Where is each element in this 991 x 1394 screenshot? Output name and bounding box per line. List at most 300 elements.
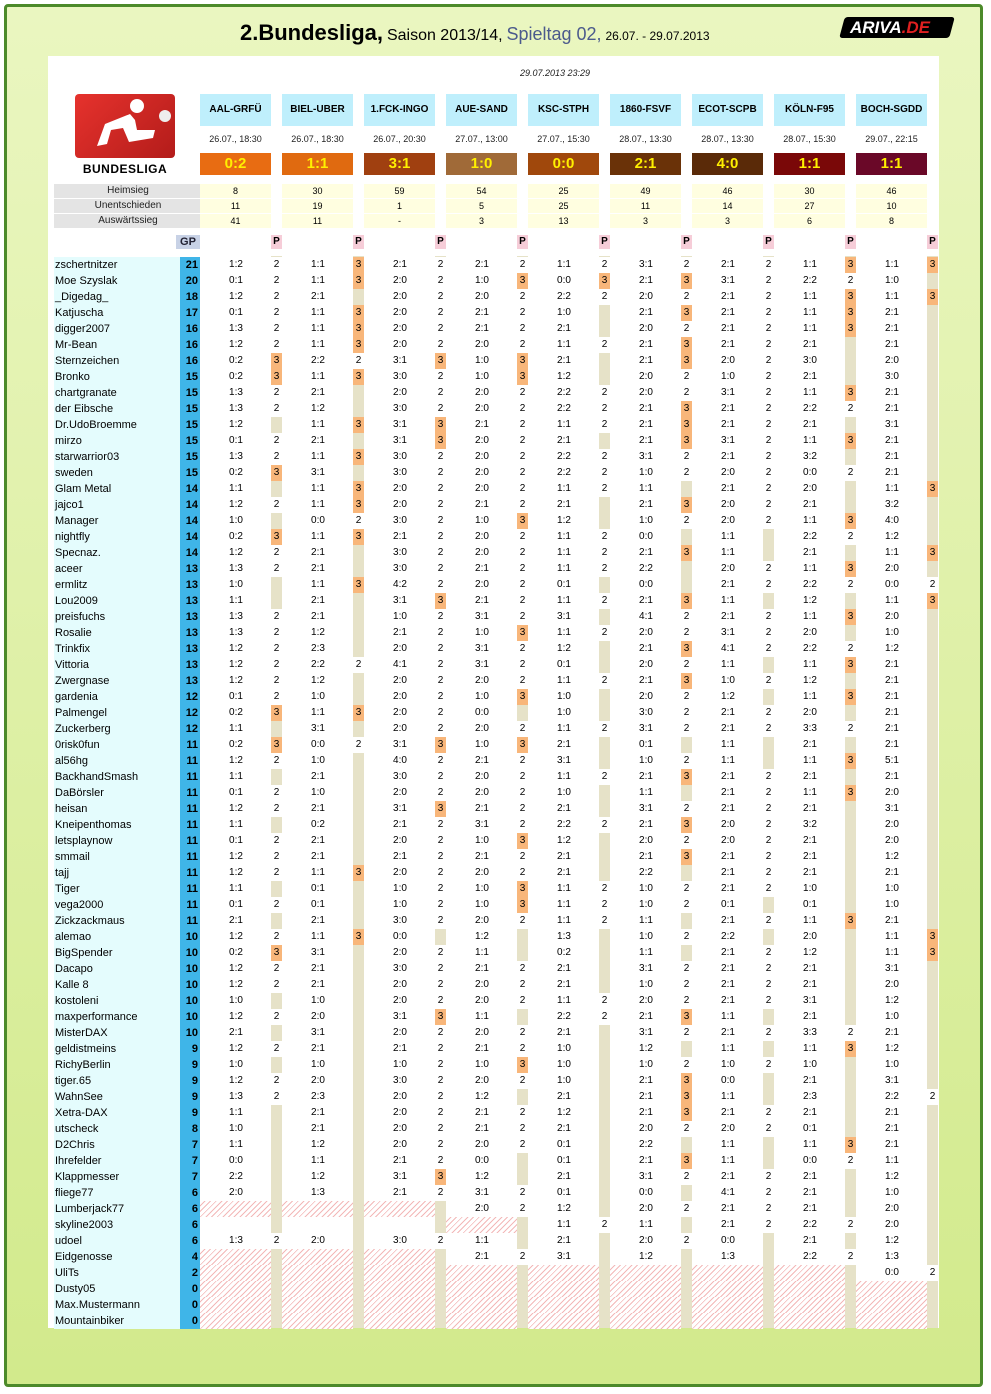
player-name[interactable]: nightfly	[54, 529, 180, 545]
missing-tip	[610, 1313, 681, 1329]
tip-cell: 1:1	[721, 659, 735, 670]
player-name[interactable]: al56hg	[54, 753, 180, 769]
player-name[interactable]: Tiger	[54, 881, 180, 897]
points-cell: 2	[681, 1169, 692, 1185]
tip-cell: 1:2	[229, 979, 243, 990]
tip-cell: 1:3	[229, 627, 243, 638]
tip-cell: 0:2	[229, 739, 243, 750]
points-cell: 2	[763, 881, 774, 897]
tip-cell: 1:1	[557, 547, 571, 558]
tip-cell: 2:0	[475, 1027, 489, 1038]
player-points: 6	[180, 1201, 200, 1217]
table-row	[0, 1249, 991, 1265]
tip-cell: 0:0	[639, 579, 653, 590]
tip-cell: 1:0	[557, 307, 571, 318]
points-cell: 3	[517, 737, 528, 753]
tip-cell: 2:1	[721, 579, 735, 590]
player-name[interactable]: Vittoria	[54, 657, 180, 673]
points-cell: 2	[517, 801, 528, 817]
points-cell: 2	[763, 497, 774, 513]
points-cell: 2	[845, 1249, 856, 1265]
tip-cell: 2:1	[311, 595, 325, 606]
tip-cell: 1:1	[803, 1043, 817, 1054]
points-cell: 2	[763, 801, 774, 817]
player-name[interactable]: Max.Mustermann	[54, 1297, 180, 1313]
tip-cell: 2:1	[721, 451, 735, 462]
tip-cell: 2:0	[475, 867, 489, 878]
tip-cell: 1:2	[885, 1043, 899, 1054]
tip-cell: 2:0	[721, 515, 735, 526]
player-name[interactable]: Katjuscha	[54, 305, 180, 321]
tip-cell: 3:0	[393, 1235, 407, 1246]
tip-cell: 2:0	[475, 915, 489, 926]
match-stat-away: 13	[528, 214, 599, 228]
player-name[interactable]: preisfuchs	[54, 609, 180, 625]
match-stat-home: 25	[528, 184, 599, 198]
player-name[interactable]: 0risk0fun	[54, 737, 180, 753]
player-name[interactable]: Ihrefelder	[54, 1153, 180, 1169]
table-row	[0, 1169, 991, 1185]
match-team[interactable]: KÖLN-F95	[774, 94, 845, 126]
points-cell: 3	[271, 705, 282, 721]
points-header: P	[271, 235, 282, 249]
tip-cell: 1:2	[229, 675, 243, 686]
tip-cell: 2:1	[803, 739, 817, 750]
tip-cell: 2:1	[639, 1011, 653, 1022]
player-points: 4	[180, 1249, 200, 1265]
tip-cell: 2:0	[393, 323, 407, 334]
tip-cell: 2:0	[393, 339, 407, 350]
tip-cell: 2:1	[475, 323, 489, 334]
player-name[interactable]: vega2000	[54, 897, 180, 913]
tip-cell: 1:1	[721, 1139, 735, 1150]
tip-cell: 1:0	[475, 739, 489, 750]
points-cell: 2	[763, 625, 774, 641]
player-name[interactable]: Mr-Bean	[54, 337, 180, 353]
points-cell: 2	[271, 1073, 282, 1089]
player-name[interactable]: DaBörsler	[54, 785, 180, 801]
tip-cell: 2:2	[311, 659, 325, 670]
player-name[interactable]: Dacapo	[54, 961, 180, 977]
missing-tip	[774, 1297, 845, 1313]
points-cell: 3	[517, 369, 528, 385]
player-name[interactable]: D2Chris	[54, 1137, 180, 1153]
points-cell: 3	[353, 449, 364, 465]
player-points: 14	[180, 545, 200, 561]
player-name[interactable]: smmail	[54, 849, 180, 865]
tip-cell: 2:2	[803, 403, 817, 414]
missing-tip	[774, 1265, 845, 1281]
tip-cell: 0:0	[803, 1155, 817, 1166]
player-name[interactable]: kostoleni	[54, 993, 180, 1009]
points-cell: 3	[927, 945, 938, 961]
points-cell: 3	[845, 321, 856, 337]
ariva-logo[interactable]	[836, 15, 956, 39]
player-name[interactable]: Xetra-DAX	[54, 1105, 180, 1121]
player-name[interactable]: Manager	[54, 513, 180, 529]
points-cell: 2	[927, 1089, 938, 1105]
tip-cell: 4:0	[393, 755, 407, 766]
player-name[interactable]: Glam Metal	[54, 481, 180, 497]
tip-cell: 1:0	[885, 1011, 899, 1022]
tip-cell: 2:1	[393, 259, 407, 270]
missing-tip	[528, 1297, 599, 1313]
missing-tip	[856, 1313, 927, 1329]
points-cell: 2	[435, 1089, 446, 1105]
tip-cell: 2:0	[721, 819, 735, 830]
match-result: 1:1	[774, 153, 845, 175]
points-cell: 3	[681, 1073, 692, 1089]
tip-cell: 2:0	[639, 291, 653, 302]
tip-cell: 2:0	[393, 995, 407, 1006]
tip-cell: 2:1	[885, 1123, 899, 1134]
match-result: 0:0	[528, 153, 599, 175]
table-row	[0, 1073, 991, 1089]
player-name[interactable]: Mountainbiker	[54, 1313, 180, 1329]
player-name[interactable]: Kneipenthomas	[54, 817, 180, 833]
tip-cell: 2:1	[311, 387, 325, 398]
player-name[interactable]: Zickzackmaus	[54, 913, 180, 929]
player-name[interactable]: jajco1	[54, 497, 180, 513]
match-team[interactable]: 1860-FSVF	[610, 94, 681, 126]
tip-cell: 1:1	[639, 483, 653, 494]
points-cell: 2	[599, 481, 610, 497]
player-name[interactable]: aceer	[54, 561, 180, 577]
tip-cell: 1:1	[475, 1011, 489, 1022]
points-cell: 2	[599, 593, 610, 609]
player-name[interactable]: utscheck	[54, 1121, 180, 1137]
points-cell: 3	[353, 321, 364, 337]
player-name[interactable]: mirzo	[54, 433, 180, 449]
tip-cell: 1:2	[721, 691, 735, 702]
points-cell: 2	[681, 721, 692, 737]
tip-cell: 2:1	[557, 355, 571, 366]
points-cell: 3	[845, 561, 856, 577]
tip-cell: 3:1	[475, 643, 489, 654]
player-name[interactable]: Rosalie	[54, 625, 180, 641]
tip-cell: 1:1	[885, 1155, 899, 1166]
tip-cell: 1:2	[229, 1011, 243, 1022]
tip-cell: 2:2	[639, 563, 653, 574]
match-team[interactable]: AAL-GRFÜ	[200, 94, 271, 126]
points-cell: 2	[599, 449, 610, 465]
tip-cell: 1:1	[557, 883, 571, 894]
player-name[interactable]: fliege77	[54, 1185, 180, 1201]
tip-cell	[206, 1217, 266, 1233]
tip-cell: 2:1	[721, 915, 735, 926]
tip-cell: 1:0	[311, 755, 325, 766]
points-cell: 3	[681, 1105, 692, 1121]
tip-cell: 2:1	[393, 851, 407, 862]
points-cell: 2	[435, 769, 446, 785]
points-cell: 2	[271, 833, 282, 849]
player-name[interactable]: MisterDAX	[54, 1025, 180, 1041]
player-name[interactable]: Trinkfix	[54, 641, 180, 657]
season-title: Saison 2013/14,	[386, 27, 503, 44]
tip-cell: 2:0	[311, 1075, 325, 1086]
player-name[interactable]: tajj	[54, 865, 180, 881]
player-name[interactable]: Bronko	[54, 369, 180, 385]
player-name[interactable]: Dusty05	[54, 1281, 180, 1297]
tip-cell: 2:0	[885, 787, 899, 798]
table-row	[0, 577, 991, 593]
missing-tip	[200, 1313, 271, 1329]
tip-cell: 1:2	[803, 675, 817, 686]
tip-cell: 4:1	[721, 1187, 735, 1198]
points-cell: 2	[517, 657, 528, 673]
points-cell: 2	[517, 385, 528, 401]
tip-cell: 2:1	[475, 803, 489, 814]
tip-cell: 1:0	[229, 1123, 243, 1134]
tip-cell: 2:1	[803, 803, 817, 814]
table-row	[0, 1313, 991, 1329]
tip-cell: 2:1	[803, 371, 817, 382]
player-name[interactable]: Zwergnase	[54, 673, 180, 689]
table-row	[0, 401, 991, 417]
points-cell: 2	[763, 465, 774, 481]
table-row	[0, 993, 991, 1009]
player-name[interactable]: BackhandSmash	[54, 769, 180, 785]
tip-cell: 2:1	[557, 803, 571, 814]
tip-cell: 1:0	[885, 1059, 899, 1070]
player-name[interactable]: der Eibsche	[54, 401, 180, 417]
tip-cell: 1:3	[229, 323, 243, 334]
player-name[interactable]: geldistmeins	[54, 1041, 180, 1057]
points-cell: 2	[681, 1201, 692, 1217]
player-name[interactable]: _Digedag_	[54, 289, 180, 305]
player-name[interactable]: udoel	[54, 1233, 180, 1249]
tip-cell: 1:0	[311, 691, 325, 702]
tip-cell: 1:0	[475, 275, 489, 286]
table-row	[0, 353, 991, 369]
tip-cell: 1:1	[803, 515, 817, 526]
tip-cell: 2:0	[393, 723, 407, 734]
tip-cell: 3:1	[393, 435, 407, 446]
match-team[interactable]: 1.FCK-INGO	[364, 94, 435, 126]
points-cell: 3	[435, 1009, 446, 1025]
points-cell: 3	[681, 497, 692, 513]
player-points: 10	[180, 977, 200, 993]
points-cell: 2	[435, 545, 446, 561]
points-cell: 3	[353, 305, 364, 321]
tip-cell: 2:1	[393, 1155, 407, 1166]
points-cell: 2	[271, 449, 282, 465]
player-name[interactable]: UliTs	[54, 1265, 180, 1281]
points-cell: 2	[353, 513, 364, 529]
tip-cell: 2:1	[721, 339, 735, 350]
player-name[interactable]: heisan	[54, 801, 180, 817]
tip-cell: 1:2	[229, 851, 243, 862]
points-cell: 2	[517, 817, 528, 833]
tip-cell: 2:1	[803, 419, 817, 430]
player-name[interactable]: digger2007	[54, 321, 180, 337]
match-stat-draw: 5	[446, 199, 517, 213]
tip-cell: 0:0	[393, 931, 407, 942]
tip-cell: 3:1	[639, 963, 653, 974]
tip-cell: 2:1	[885, 467, 899, 478]
player-name[interactable]: sweden	[54, 465, 180, 481]
tip-cell: 1:1	[803, 691, 817, 702]
tip-cell: 2:1	[639, 819, 653, 830]
player-name[interactable]: skyline2003	[54, 1217, 180, 1233]
missing-tip	[364, 1297, 435, 1313]
tip-cell: 2:1	[557, 963, 571, 974]
points-cell: 3	[845, 385, 856, 401]
table-row	[0, 1025, 991, 1041]
tip-cell: 2:1	[885, 1107, 899, 1118]
points-cell: 2	[435, 481, 446, 497]
tip-cell: 2:0	[639, 1203, 653, 1214]
tip-cell: 5:1	[885, 755, 899, 766]
player-name[interactable]: BigSpender	[54, 945, 180, 961]
player-name[interactable]: Kalle 8	[54, 977, 180, 993]
player-points: 14	[180, 497, 200, 513]
tip-cell: 2:1	[229, 1027, 243, 1038]
points-cell: 2	[435, 289, 446, 305]
tip-cell: 2:1	[557, 1027, 571, 1038]
match-team[interactable]: ECOT-SCPB	[692, 94, 763, 126]
tip-cell: 2:1	[885, 387, 899, 398]
table-row	[0, 1201, 991, 1217]
tip-cell: 2:0	[475, 291, 489, 302]
player-name[interactable]: Palmengel	[54, 705, 180, 721]
player-name[interactable]: Specnaz.	[54, 545, 180, 561]
tip-cell: 1:0	[393, 611, 407, 622]
table-row	[0, 1217, 991, 1233]
points-cell: 2	[681, 609, 692, 625]
player-name[interactable]: ermlitz	[54, 577, 180, 593]
points-cell: 2	[763, 705, 774, 721]
player-name[interactable]: zschertnitzer	[54, 257, 180, 273]
tip-cell: 2:1	[639, 851, 653, 862]
points-cell: 2	[435, 865, 446, 881]
tip-cell: 1:1	[229, 723, 243, 734]
points-cell: 3	[681, 545, 692, 561]
tip-cell: 3:3	[803, 723, 817, 734]
points-header: P	[927, 235, 938, 249]
points-cell: 3	[845, 1041, 856, 1057]
points-cell: 2	[271, 1089, 282, 1105]
tip-cell: 2:0	[721, 355, 735, 366]
points-cell: 3	[845, 1137, 856, 1153]
player-name[interactable]: Klappmesser	[54, 1169, 180, 1185]
tip-cell: 2:1	[803, 1107, 817, 1118]
match-team[interactable]: BOCH-SGDD	[856, 94, 927, 126]
tip-cell: 2:0	[639, 387, 653, 398]
player-name[interactable]: gardenia	[54, 689, 180, 705]
tip-cell: 1:0	[475, 627, 489, 638]
player-name[interactable]: Eidgenosse	[54, 1249, 180, 1265]
player-name[interactable]: tiger.65	[54, 1073, 180, 1089]
tip-cell: 1:0	[229, 995, 243, 1006]
tip-cell: 3:1	[393, 739, 407, 750]
player-points: 13	[180, 561, 200, 577]
points-cell: 3	[845, 689, 856, 705]
tip-cell: 1:0	[639, 1059, 653, 1070]
player-name[interactable]: Sternzeichen	[54, 353, 180, 369]
player-name[interactable]: Lumberjack77	[54, 1201, 180, 1217]
points-cell: 2	[763, 1121, 774, 1137]
tip-cell: 3:1	[721, 435, 735, 446]
tip-cell: 1:1	[639, 1219, 653, 1230]
tip-cell: 3:0	[393, 771, 407, 782]
player-name[interactable]: letsplaynow	[54, 833, 180, 849]
tip-cell: 2:0	[885, 355, 899, 366]
match-team[interactable]: AUE-SAND	[446, 94, 517, 126]
tip-cell: 2:1	[311, 547, 325, 558]
player-points: 0	[180, 1281, 200, 1297]
tip-cell: 2:0	[639, 1235, 653, 1246]
tip-cell: 2:2	[803, 643, 817, 654]
tip-cell: 2:1	[721, 803, 735, 814]
tip-cell: 1:2	[885, 531, 899, 542]
player-name[interactable]: alemao	[54, 929, 180, 945]
tip-cell: 3:0	[393, 963, 407, 974]
points-cell: 2	[517, 1041, 528, 1057]
logo-text: BUNDESLIGA	[82, 162, 168, 176]
player-name[interactable]: RichyBerlin	[54, 1057, 180, 1073]
tip-cell: 2:2	[885, 1091, 899, 1102]
points-cell: 2	[845, 577, 856, 593]
tip-cell: 1:3	[229, 403, 243, 414]
tip-cell: 2:1	[393, 819, 407, 830]
tip-cell: 3:0	[393, 515, 407, 526]
tip-cell: 1:2	[557, 515, 571, 526]
tip-cell: 1:1	[311, 371, 325, 382]
match-team[interactable]: BIEL-UBER	[282, 94, 353, 126]
points-cell: 2	[681, 881, 692, 897]
points-cell: 2	[681, 801, 692, 817]
table-row	[0, 449, 991, 465]
player-points: 12	[180, 689, 200, 705]
tip-cell: 2:1	[557, 499, 571, 510]
player-name[interactable]: Moe Szyslak	[54, 273, 180, 289]
player-points: 11	[180, 817, 200, 833]
player-name[interactable]: Zuckerberg	[54, 721, 180, 737]
missing-tip	[446, 1265, 517, 1281]
table-row	[0, 977, 991, 993]
tip-cell: 1:2	[229, 419, 243, 430]
tip-cell: 1:1	[803, 787, 817, 798]
tip-cell: 3:0	[393, 403, 407, 414]
table-row	[0, 849, 991, 865]
tip-cell: 3:1	[393, 419, 407, 430]
missing-tip	[200, 1249, 271, 1265]
player-name[interactable]: WahnSee	[54, 1089, 180, 1105]
player-name[interactable]: Lou2009	[54, 593, 180, 609]
player-name[interactable]: starwarrior03	[54, 449, 180, 465]
player-name[interactable]: maxperformance	[54, 1009, 180, 1025]
tip-cell: 1:1	[803, 259, 817, 270]
match-team[interactable]: KSC-STPH	[528, 94, 599, 126]
tip-cell: 2:1	[639, 307, 653, 318]
tip-cell: 2:1	[803, 835, 817, 846]
points-cell: 3	[353, 257, 364, 273]
points-cell: 2	[763, 481, 774, 497]
tip-cell: 2:0	[721, 467, 735, 478]
points-header: P	[681, 235, 692, 249]
tip-cell: 2:1	[803, 867, 817, 878]
points-cell: 2	[599, 417, 610, 433]
bundesliga-logo	[75, 94, 175, 178]
points-cell: 3	[927, 289, 938, 305]
points-cell: 2	[271, 1009, 282, 1025]
missing-tip	[282, 1265, 353, 1281]
tip-cell: 2:0	[639, 627, 653, 638]
player-name[interactable]: Dr.UdoBroemme	[54, 417, 180, 433]
player-name[interactable]: chartgranate	[54, 385, 180, 401]
tip-cell: 1:2	[557, 371, 571, 382]
